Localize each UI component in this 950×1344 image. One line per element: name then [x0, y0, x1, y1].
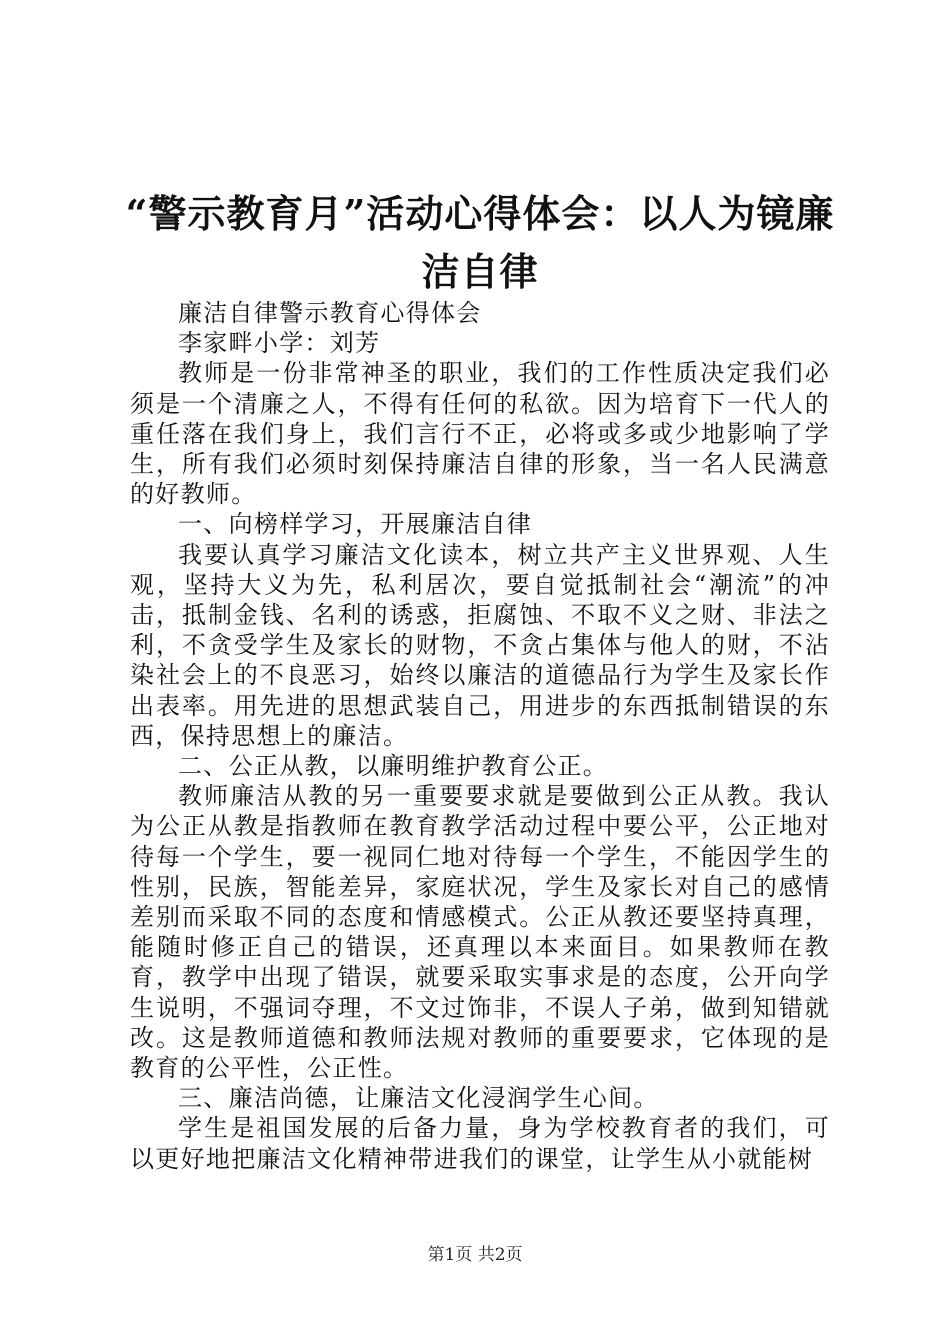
paragraph-section-2: 教师廉洁从教的另一重要要求就是要做到公正从教。我认为公正从教是指教师在教育教学活动过程中要公平，公正地对待每一个学生，要一视同仁地对待每一个学生，不能因学生的性别，民族，智能差异，家庭状况，学生及家长对自己的感情差别而采取不同的态度和情感模式。公正从教还要坚持真理，能随时修正自己的错误，还真理以本来面目。如果教师在教育，教学中出现了错误，就要采取实事求是的态度，公开向学生说明，不强词夺理，不文过饰非，不误人子弟，做到知错就改。这是教师道德和教师法规对教师的重要要求，它体现的是教育的公平性，公正性。 — [130, 782, 830, 1083]
document-body — [130, 298, 830, 1174]
paragraph-section-3: 学生是祖国发展的后备力量，身为学校教育者的我们，可以更好地把廉洁文化精神带进我们的课堂，让学生从小就能树 — [130, 1114, 830, 1173]
paragraph-section-1: 我要认真学习廉洁文化读本，树立共产主义世界观、人生观，坚持大义为先，私利居次，要自觉抵制社会“潮流”的冲击，抵制金钱、名利的诱惑，拒腐蚀、不取不义之财、非法之利，不贪受学生及家长的财物，不贪占集体与他人的财，不沾染社会上的不良恶习，始终以廉洁的道德品行为学生及家长作出表率。用先进的思想武装自己，用进步的东西抵制错误的东西，保持思想上的廉洁。 — [130, 540, 830, 750]
section-heading-3: 三、廉洁尚德，让廉洁文化浸润学生心间。 — [178, 1084, 659, 1113]
section-heading-1: 一、向榜样学习，开展廉洁自律 — [178, 510, 533, 539]
page-number-footer: 第1页 共2页 — [427, 1245, 523, 1265]
paragraph-subtitle: 廉洁自律警示教育心得体会 — [178, 299, 482, 327]
section-heading-2: 二、公正从教，以廉明维护教育公正。 — [178, 752, 609, 781]
document-title: “警示教育月”活动心得体会：以人为镜廉洁自律 — [125, 191, 835, 294]
paragraph-author: 李家畔小学：刘芳 — [178, 329, 381, 358]
paragraph-intro: 教师是一份非常神圣的职业，我们的工作性质决定我们必须是一个清廉之人，不得有任何的私欲。因为培育下一代人的重任落在我们身上，我们言行不正，必将或多或少地影响了学生，所有我们必须时刻保持廉洁自律的形象，当一名人民满意的好教师。 — [130, 359, 830, 509]
